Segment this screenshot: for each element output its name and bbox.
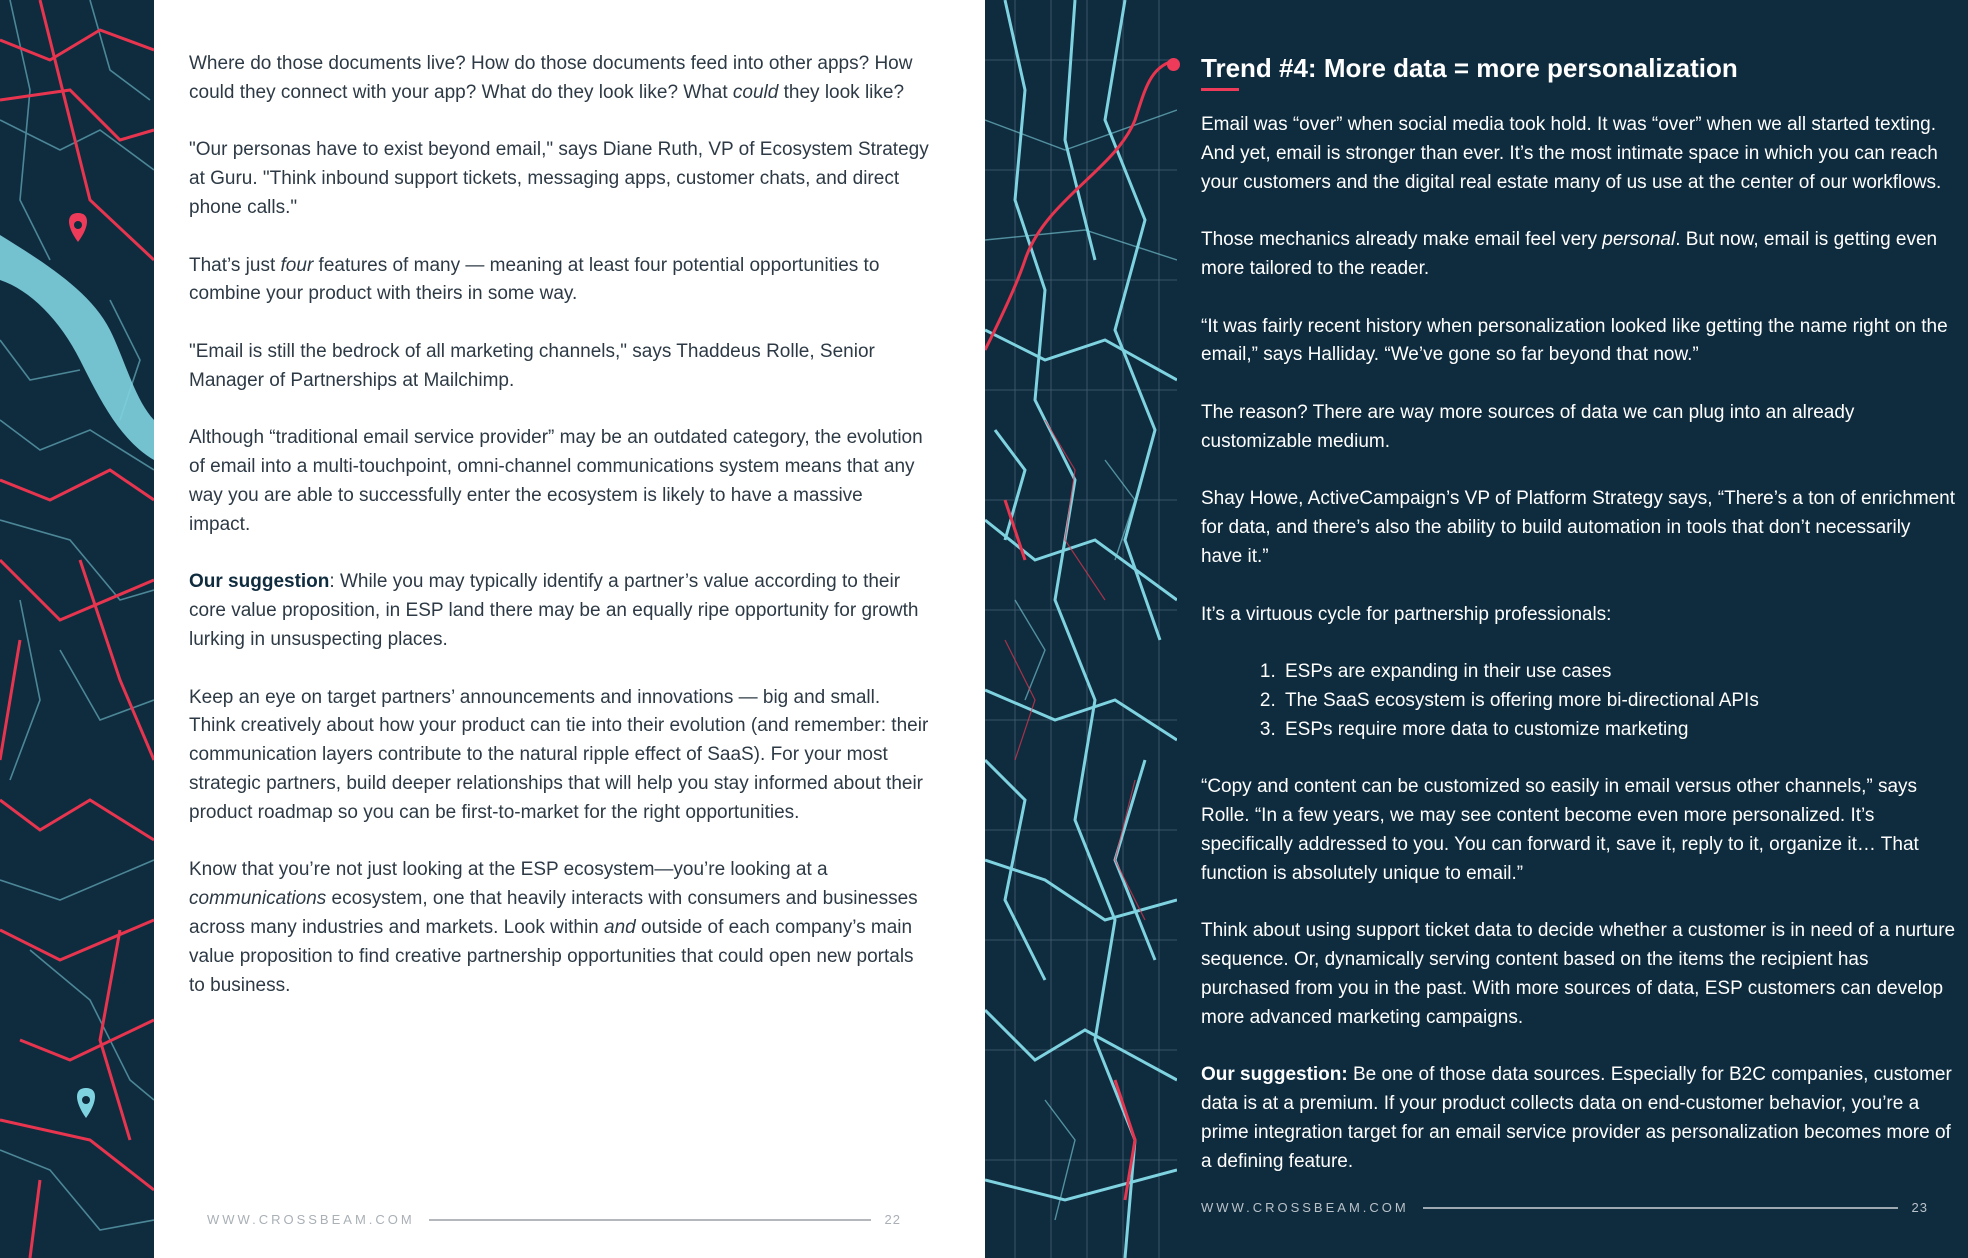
- map-pin-icon: [77, 1088, 95, 1118]
- paragraph: [189, 424, 929, 539]
- paragraph: [1201, 1061, 1956, 1176]
- footer-left: [207, 1212, 901, 1227]
- text-run: "Email is still the bedrock of all marketing channels," says Thaddeus Rolle, Senior Manager of Partnerships at Mailchimp.: [189, 340, 875, 391]
- footer-rule: [429, 1219, 871, 1221]
- paragraph: [1201, 773, 1956, 888]
- paragraph: [189, 568, 929, 654]
- paragraph: [189, 856, 929, 1000]
- page-22: [154, 0, 985, 1258]
- map-illustration-left: [0, 0, 154, 1258]
- body-text-left: [189, 50, 929, 1029]
- text-run: “It was fairly recent history when personalization looked like getting the name right on the email,” says Halliday. “We’ve gone so far beyond that now.”: [1201, 315, 1948, 366]
- italic-text: communications: [189, 888, 327, 910]
- map-illustration-center: [985, 0, 1177, 1258]
- paragraph: [1201, 111, 1956, 197]
- text-run: . But now, email is getting even more tailored to the reader.: [1201, 229, 1938, 279]
- title-underline: [1201, 88, 1239, 91]
- page-title: Trend #4: More data = more personalization: [1201, 53, 1738, 83]
- footer-site: WWW.CROSSBEAM.COM: [207, 1212, 415, 1227]
- page-number: 23: [1911, 1200, 1928, 1215]
- trend-bullet-dot: [1167, 58, 1180, 71]
- italic-text: could: [732, 81, 779, 103]
- text-run: It’s a virtuous cycle for partnership professionals:: [1201, 603, 1612, 625]
- text-run: “Copy and content can be customized so easily in email versus other channels,” says Rolle. “In a few years, we may see content become even more personalized. It’s specifically addressed to you. You can forward it, save it, reply to it, organize it… That function is absolutely unique to email.”: [1201, 776, 1919, 884]
- bold-text: Our suggestion: [189, 571, 330, 593]
- list-item: 3. ESPs require more data to customize marketing: [1281, 716, 1956, 745]
- text-run: Email was “over” when social media took hold. It was “over” when we all started texting. And yet, email is stronger than ever. It’s the most intimate space in which you can reach your customers and the digital real estate many of us use at the center of our workflows.: [1201, 114, 1942, 193]
- text-run: Although “traditional email service provider” may be an outdated category, the evolution of email into a multi-touchpoint, omni-channel communications system means that any way you are able to successfully enter the ecosystem is likely to have a massive impact.: [189, 427, 923, 535]
- list-item: 2. The SaaS ecosystem is offering more bi-directional APIs: [1281, 687, 1956, 716]
- page-number: 22: [884, 1212, 901, 1227]
- map-pin-icon: [69, 213, 87, 242]
- paragraph: [1201, 399, 1956, 457]
- trend-heading: [1177, 52, 1967, 112]
- text-run: Those mechanics already make email feel very: [1201, 229, 1603, 251]
- paragraph: [189, 684, 929, 828]
- text-run: outside of each company’s main value proposition to find creative partnership opportunities that could open new portals to business.: [189, 916, 914, 996]
- footer-right: [1201, 1200, 1928, 1215]
- text-run: ecosystem, one that heavily interacts with consumers and businesses across many industries and markets. Look within: [189, 888, 918, 938]
- italic-text: and: [604, 916, 636, 938]
- paragraph: [189, 338, 929, 396]
- body-text-right: [1201, 111, 1956, 1205]
- paragraph: [189, 50, 929, 108]
- text-run: "Our personas have to exist beyond email," says Diane Ruth, VP of Ecosystem Strategy at Guru. "Think inbound support tickets, messaging apps, customer chats, and direct phone calls.": [189, 139, 929, 218]
- text-run: they look like?: [778, 81, 905, 103]
- paragraph: [1201, 313, 1956, 371]
- text-run: : While you may typically identify a partner’s value according to their core value proposition, in ESP land there may be an equally ripe opportunity for growth lurking in unsuspecting places.: [189, 571, 919, 650]
- footer-site: WWW.CROSSBEAM.COM: [1201, 1200, 1409, 1215]
- numbered-list: [1201, 658, 1956, 744]
- text-run: features of many — meaning at least four potential opportunities to combine your product with theirs in some way.: [189, 254, 880, 305]
- italic-text: four: [280, 254, 314, 276]
- footer-rule: [1423, 1207, 1898, 1209]
- text-run: Know that you’re not just looking at the ESP ecosystem—you’re looking at a: [189, 859, 828, 881]
- paragraph: [189, 136, 929, 222]
- text-run: Shay Howe, ActiveCampaign’s VP of Platform Strategy says, “There’s a ton of enrichment for data, and there’s also the ability to build automation in tools that don’t necessarily have it.”: [1201, 488, 1956, 567]
- list-item: 1. ESPs are expanding in their use cases: [1281, 658, 1956, 687]
- page-23: [1177, 0, 1968, 1258]
- text-run: That’s just: [189, 254, 281, 276]
- text-run: The reason? There are way more sources of data we can plug into an already customizable medium.: [1201, 401, 1855, 452]
- text-run: Think about using support ticket data to decide whether a customer is in need of a nurture sequence. Or, dynamically serving content based on the items the recipient has purchased from you in the past. With more sources of data, ESP customers can develop more advanced marketing campaigns.: [1201, 920, 1956, 1028]
- paragraph: [189, 252, 929, 310]
- bold-text: Our suggestion:: [1201, 1064, 1348, 1086]
- italic-text: personal: [1602, 229, 1676, 251]
- paragraph: [1201, 226, 1956, 284]
- text-run: Where do those documents live? How do those documents feed into other apps? How could they connect with your app? What do they look like? What: [189, 53, 913, 103]
- text-run: Keep an eye on target partners’ announcements and innovations — big and small. Think creatively about how your product can tie into their evolution (and remember: their communication layers contribute to the natural ripple effect of SaaS). For your most strategic partners, build deeper relationships that will help you stay informed about their product roadmap so you can be first-to-market for the right opportunities.: [189, 686, 929, 823]
- paragraph: [1201, 601, 1956, 630]
- paragraph: [1201, 917, 1956, 1032]
- text-run: Be one of those data sources. Especially for B2C companies, customer data is at a premium. If your product collects data on end-customer behavior, you’re a prime integration target for an email service provider as personalization becomes more of a defining feature.: [1201, 1064, 1952, 1172]
- paragraph: [1201, 485, 1956, 571]
